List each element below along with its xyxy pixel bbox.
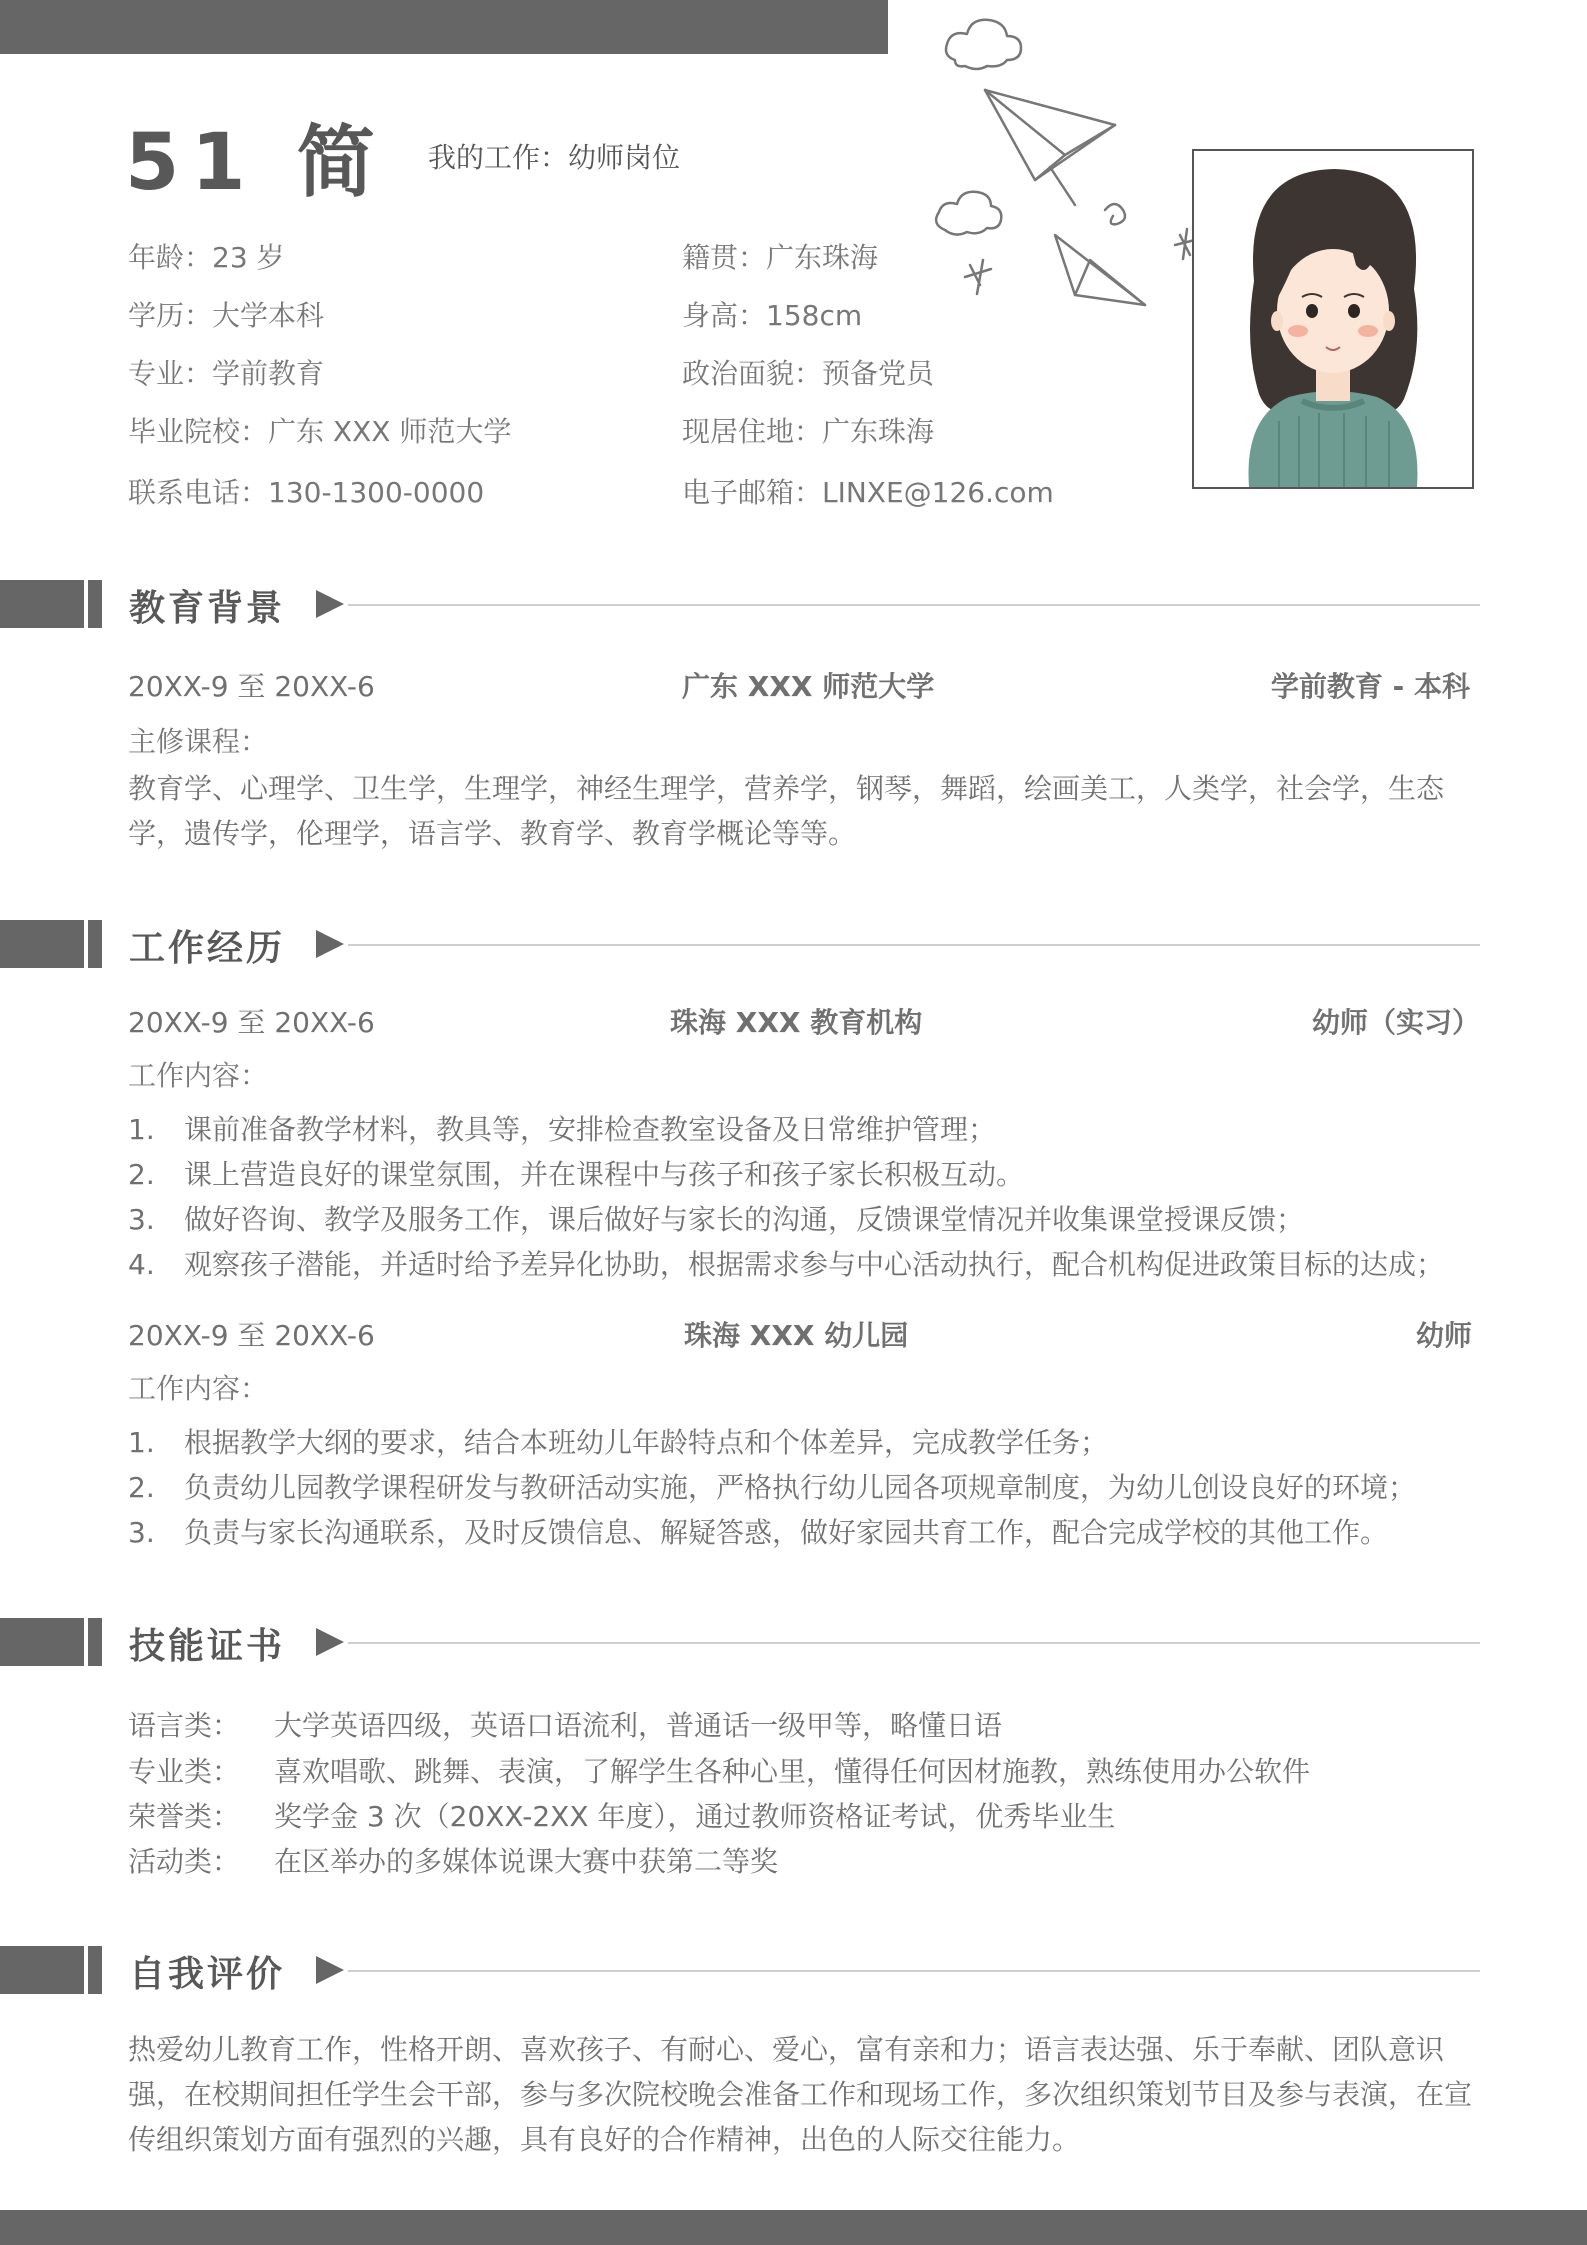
job-content-label: 工作内容： — [128, 1372, 269, 1405]
courses-label: 主修课程： — [128, 725, 269, 758]
section-decor-block — [0, 1946, 84, 1994]
section-decor-block — [0, 920, 84, 968]
section-title-skills: 技能证书 — [129, 1626, 286, 1667]
avatar-illustration-icon — [1194, 151, 1472, 487]
self-eval-text: 热爱幼儿教育工作，性格开朗、喜欢孩子、有耐心、爱心，富有亲和力；语言表达强、乐于奉献、团队意识强，在校期间担任学生会干部，参与多次院校晚会准备工作和现场工作，多次组织策划节目及参与表演，在宣传组织策划方面有强烈的兴趣，具有良好的合作精神，出色的人际交往能力。 — [128, 2033, 1473, 2156]
bottom-decor-bar — [0, 2210, 1587, 2245]
info-degree: 学历：大学本科 — [128, 299, 325, 332]
section-decor-block — [0, 1618, 84, 1666]
list-item: 1. 根据教学大纲的要求，结合本班幼儿年龄特点和个体差异，完成教学任务； — [128, 1426, 1109, 1459]
section-decor-block — [0, 580, 84, 628]
skill-item: 活动类： 在区举办的多媒体说课大赛中获第二等奖 — [128, 1845, 779, 1878]
info-political: 政治面貌：预备党员 — [682, 357, 935, 390]
list-item: 3. 做好咨询、教学及服务工作，课后做好与家长的沟通，反馈课堂情况并收集课堂授课反馈； — [128, 1203, 1305, 1236]
info-hometown: 籍贯：广东珠海 — [682, 241, 879, 274]
education-major: 学前教育 - 本科 — [1270, 670, 1470, 703]
section-decor-bar — [88, 580, 102, 628]
section-divider — [348, 1642, 1480, 1644]
job-role: 幼师（实习） — [1311, 1006, 1480, 1039]
info-residence: 现居住地：广东珠海 — [682, 415, 935, 448]
section-title-self-eval: 自我评价 — [129, 1954, 286, 1995]
list-item: 2. 课上营造良好的课堂氛围，并在课程中与孩子和孩子家长积极互动。 — [128, 1158, 1025, 1191]
section-divider — [348, 944, 1480, 946]
info-height: 身高：158cm — [682, 299, 863, 332]
job-role: 幼师 — [1415, 1319, 1472, 1352]
list-item: 4. 观察孩子潜能，并适时给予差异化协助，根据需求参与中心活动执行，配合机构促进政策目标的达成； — [128, 1248, 1445, 1281]
section-decor-bar — [88, 1946, 102, 1994]
section-divider — [348, 1970, 1480, 1972]
section-decor-bar — [88, 1618, 102, 1666]
job-org: 珠海 XXX 幼儿园 — [684, 1319, 909, 1352]
info-school: 毕业院校：广东 XXX 师范大学 — [128, 415, 512, 448]
job-content-label: 工作内容： — [128, 1059, 269, 1092]
job-org: 珠海 XXX 教育机构 — [670, 1006, 923, 1039]
top-decor-bar — [0, 0, 888, 54]
skill-item: 荣誉类： 奖学金 3 次（20XX-2XX 年度），通过教师资格证考试，优秀毕业生 — [128, 1800, 1116, 1833]
job-objective: 我的工作：幼师岗位 — [428, 141, 681, 174]
skill-item: 语言类： 大学英语四级，英语口语流利，普通话一级甲等，略懂日语 — [128, 1709, 1003, 1742]
education-school: 广东 XXX 师范大学 — [682, 670, 935, 703]
info-phone: 联系电话：130-1300-0000 — [128, 476, 485, 509]
skill-item: 专业类： 喜欢唱歌、跳舞、表演，了解学生各种心里，懂得任何因材施教，熟练使用办公软件 — [128, 1755, 1311, 1788]
triangle-arrow-icon — [316, 1628, 344, 1656]
courses-text: 教育学、心理学、卫生学，生理学，神经生理学，营养学，钢琴，舞蹈，绘画美工，人类学，社会学，生态学，遗传学，伦理学，语言学、教育学、教育学概论等等。 — [128, 772, 1445, 850]
list-item: 1. 课前准备教学材料，教具等，安排检查教室设备及日常维护管理； — [128, 1113, 997, 1146]
section-title-education: 教育背景 — [129, 588, 286, 629]
info-age: 年龄：23 岁 — [128, 241, 285, 274]
paper-plane-doodle-icon — [925, 5, 1225, 335]
list-item: 2. 负责幼儿园教学课程研发与教研活动实施，严格执行幼儿园各项规章制度，为幼儿创设良好的环境； — [128, 1471, 1417, 1504]
triangle-arrow-icon — [316, 930, 344, 958]
job-date: 20XX-9 至 20XX-6 — [128, 1006, 375, 1039]
section-divider — [348, 604, 1480, 606]
job-date: 20XX-9 至 20XX-6 — [128, 1319, 375, 1352]
profile-photo — [1192, 149, 1474, 489]
info-email: 电子邮箱：LINXE@126.com — [682, 476, 1054, 509]
info-major: 专业：学前教育 — [128, 357, 325, 390]
resume-name: 51 简 — [125, 118, 387, 208]
triangle-arrow-icon — [316, 1956, 344, 1984]
education-date: 20XX-9 至 20XX-6 — [128, 670, 375, 703]
triangle-arrow-icon — [316, 590, 344, 618]
section-decor-bar — [88, 920, 102, 968]
section-title-work: 工作经历 — [129, 928, 286, 969]
list-item: 3. 负责与家长沟通联系，及时反馈信息、解疑答惑，做好家园共育工作，配合完成学校的其他工作。 — [128, 1516, 1389, 1549]
